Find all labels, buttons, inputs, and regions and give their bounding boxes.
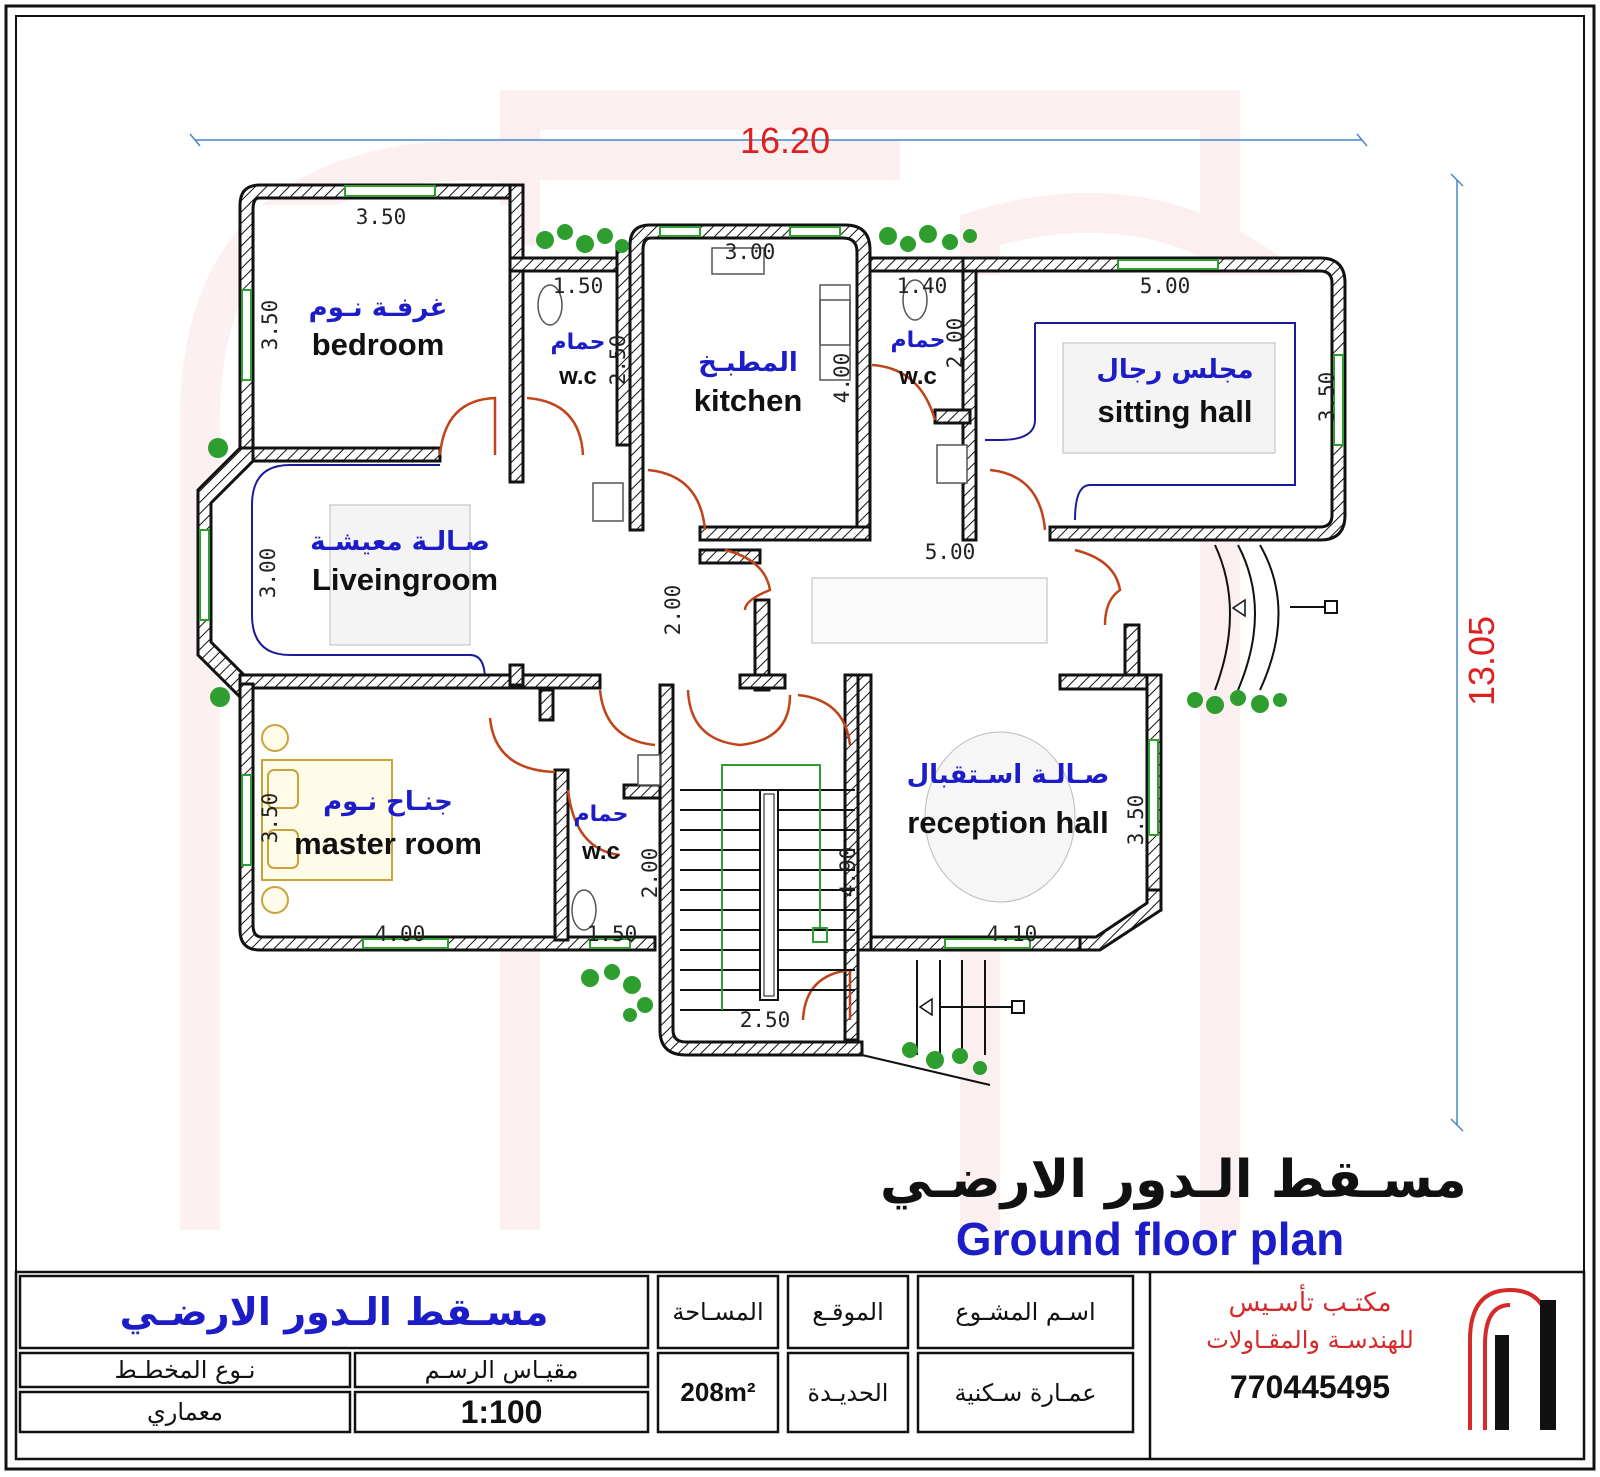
master-height-dim: 3.50 — [258, 792, 282, 844]
wc3-label-ar: حمام — [573, 802, 629, 827]
overall-depth-dimension: 13.05 — [1461, 615, 1503, 707]
reception-width-dim: 4.10 — [986, 922, 1038, 946]
project-label: اسـم المشـوع — [955, 1298, 1096, 1326]
kitchen-height-dim: 4.00 — [830, 352, 854, 404]
overall-width-dimension: 16.20 — [740, 120, 831, 161]
sitting-height-dim: 3.50 — [1315, 371, 1339, 423]
corridor-height-dim: 2.00 — [661, 584, 685, 636]
plan-type-label: نـوع المخطـط — [114, 1356, 256, 1384]
wc1-height-dim: 2.50 — [606, 334, 630, 386]
office-phone: 770445495 — [1229, 1368, 1391, 1405]
kitchen-width-dim: 3.00 — [724, 240, 776, 264]
master-width-dim: 4.00 — [374, 922, 426, 946]
site-value: الحديـدة — [807, 1378, 889, 1407]
wc3-label-en: w.c — [582, 838, 620, 865]
bedroom-width-dim: 3.50 — [355, 205, 407, 229]
master-room-label-ar: جنـاح نـوم — [323, 787, 453, 817]
title-block-drawing-title: مسـقط الـدور الارضـي — [119, 1290, 549, 1334]
office-name-line2: للهندسـة والمقـاولات — [1206, 1326, 1414, 1354]
living-room-label-en: Liveingroom — [311, 562, 499, 597]
bedroom-height-dim: 3.50 — [258, 299, 282, 351]
living-room-label-ar: صـالـة معيشـة — [310, 527, 490, 557]
plan-type-value: معماري — [147, 1398, 223, 1426]
project-value: عمـارة سـكنية — [954, 1378, 1097, 1407]
hall-width-dim: 5.00 — [924, 540, 976, 564]
wc2-width-dim: 1.40 — [896, 274, 948, 298]
reception-hall-label-en: reception hall — [907, 805, 1109, 840]
kitchen-label-ar: المطبـخ — [698, 348, 798, 378]
plan-title-ar: مسـقط الـدور الارضـي — [880, 1150, 1467, 1210]
reception-height-dim: 3.50 — [1124, 794, 1148, 846]
site-label: الموقـع — [812, 1298, 884, 1326]
wc3-height-dim: 2.00 — [638, 847, 662, 899]
sitting-hall-label-ar: مجلس رجال — [1096, 355, 1254, 385]
wc1-label-en: w.c — [559, 363, 597, 390]
reception-hall-label-ar: صـالـة اسـتقبال — [906, 760, 1110, 790]
wc2-label-en: w.c — [899, 363, 937, 390]
living-height-dim: 3.00 — [256, 547, 280, 599]
sitting-width-dim: 5.00 — [1139, 274, 1191, 298]
wc2-height-dim: 2.00 — [943, 317, 967, 369]
plan-title-en: Ground floor plan — [955, 1213, 1345, 1265]
office-name-line1: مكتـب تأسـيس — [1228, 1288, 1392, 1318]
scale-label: مقيـاس الرسـم — [424, 1356, 579, 1384]
wc3-width-dim: 1.50 — [586, 922, 638, 946]
wc1-width-dim: 1.50 — [552, 274, 604, 298]
stair-height-dim: 4.90 — [836, 846, 860, 898]
master-room-label-en: master room — [294, 826, 482, 861]
area-value: 208m² — [680, 1377, 756, 1407]
scale-value: 1:100 — [460, 1393, 543, 1430]
office-logo-graphic — [1470, 1290, 1550, 1430]
kitchen-label-en: kitchen — [693, 383, 803, 418]
bedroom-label-ar: غرفـة نـوم — [308, 293, 448, 323]
bedroom-label-en: bedroom — [311, 327, 445, 362]
area-label: المسـاحة — [672, 1298, 764, 1326]
sitting-hall-label-en: sitting hall — [1097, 394, 1253, 429]
wc2-label-ar: حمام — [890, 328, 946, 353]
wc1-label-ar: حمام — [550, 330, 606, 355]
stair-width-dim: 2.50 — [739, 1008, 791, 1032]
